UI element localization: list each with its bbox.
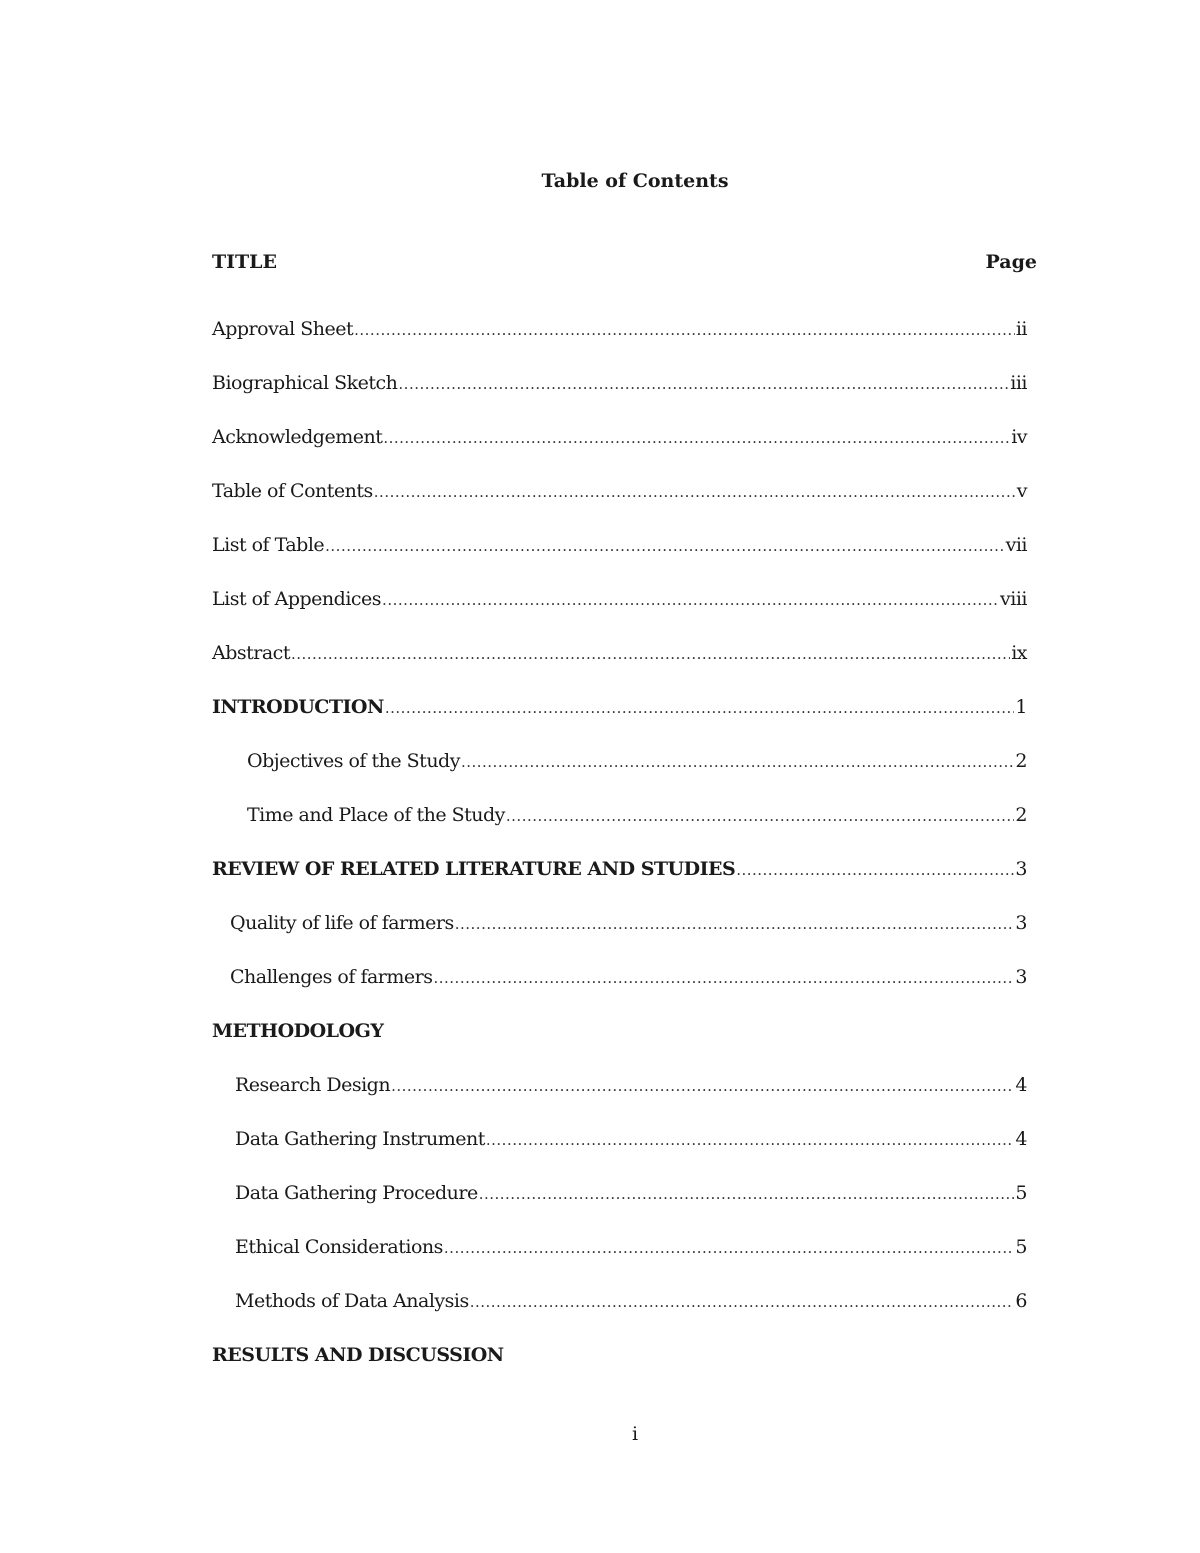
toc-entry-ethical-considerations[interactable] [235, 1236, 1027, 1290]
leader-dots [444, 1239, 1015, 1257]
toc-heading-methodology[interactable] [212, 1020, 1027, 1074]
toc-entry-label: Data Gathering Procedure [235, 1182, 478, 1204]
toc-entry-label: METHODOLOGY [212, 1020, 384, 1042]
leader-dots [383, 429, 1010, 447]
toc-entry-page: 3 [1015, 966, 1027, 988]
toc-entry-page: vii [1005, 534, 1027, 556]
leader-dots [374, 483, 1016, 501]
leader-dots [385, 699, 1015, 717]
toc-entry-label: Time and Place of the Study [247, 804, 505, 826]
leader-dots [736, 861, 1014, 879]
toc-entry-page: 4 [1015, 1128, 1027, 1150]
toc-entry-label: Challenges of farmers [230, 966, 433, 988]
toc-entry-quality-of-life[interactable] [230, 912, 1027, 966]
toc-entry-introduction[interactable] [212, 696, 1027, 750]
toc-entry-data-gathering-procedure[interactable] [235, 1182, 1027, 1236]
toc-entry-label: List of Appendices [212, 588, 382, 610]
toc-entry-page: iii [1010, 372, 1027, 394]
toc-entry-label: Methods of Data Analysis [235, 1290, 469, 1312]
toc-entry-label: Acknowledgement [212, 426, 383, 448]
toc-entry-page: v [1016, 480, 1027, 502]
toc-entry-research-design[interactable] [235, 1074, 1027, 1128]
toc-entry-page: 2 [1015, 804, 1027, 826]
toc-entry-page: 6 [1015, 1290, 1027, 1312]
toc-entry-acknowledgement[interactable] [212, 426, 1027, 480]
leader-dots [433, 969, 1014, 987]
toc-entry-label: Research Design [235, 1074, 391, 1096]
page-number: i [631, 1423, 639, 1445]
leader-dots [461, 753, 1014, 771]
toc-entry-objectives-of-the-study[interactable] [247, 750, 1027, 804]
toc-heading-results-and-discussion[interactable] [212, 1344, 1027, 1398]
toc-entry-page: 4 [1015, 1074, 1027, 1096]
toc-entry-label: REVIEW OF RELATED LITERATURE AND STUDIES [212, 858, 736, 880]
leader-dots [455, 915, 1015, 933]
toc-entry-list-of-appendices[interactable] [212, 588, 1027, 642]
leader-dots [398, 375, 1009, 393]
toc-entry-page: viii [1000, 588, 1027, 610]
toc-entry-table-of-contents[interactable] [212, 480, 1027, 534]
toc-entry-approval-sheet[interactable] [212, 318, 1027, 372]
leader-dots [470, 1293, 1015, 1311]
toc-entry-biographical-sketch[interactable] [212, 372, 1027, 426]
page-title: Table of Contents [541, 170, 729, 192]
toc-entry-label: Biographical Sketch [212, 372, 398, 394]
toc-entry-label: Abstract [212, 642, 290, 664]
toc-entry-list-of-table[interactable] [212, 534, 1027, 588]
title-column-header: TITLE [212, 251, 278, 273]
toc-entry-label: Ethical Considerations [235, 1236, 443, 1258]
toc-entry-page: 2 [1015, 750, 1027, 772]
leader-dots [382, 591, 999, 609]
toc-entry-page: 5 [1015, 1182, 1027, 1204]
leader-dots [479, 1185, 1015, 1203]
toc-entry-page: 3 [1015, 912, 1027, 934]
toc-entry-methods-of-data-analysis[interactable] [235, 1290, 1027, 1344]
toc-entry-label: Table of Contents [212, 480, 373, 502]
toc-entry-label: RESULTS AND DISCUSSION [212, 1344, 504, 1366]
page-column-header: Page [985, 251, 1037, 273]
toc-entry-page: ii [1015, 318, 1027, 340]
toc-entry-challenges-of-farmers[interactable] [230, 966, 1027, 1020]
toc-entry-label: INTRODUCTION [212, 696, 384, 718]
toc-entry-label: Objectives of the Study [247, 750, 460, 772]
toc-entry-page: 3 [1015, 858, 1027, 880]
toc-entry-page: iv [1011, 426, 1027, 448]
toc-entry-time-and-place[interactable] [247, 804, 1027, 858]
leader-dots [486, 1131, 1015, 1149]
toc-entry-page: 5 [1015, 1236, 1027, 1258]
toc-entry-label: List of Table [212, 534, 325, 556]
toc-entry-data-gathering-instrument[interactable] [235, 1128, 1027, 1182]
toc-entry-page: 1 [1015, 696, 1027, 718]
toc-entry-label: Data Gathering Instrument [235, 1128, 485, 1150]
leader-dots [506, 807, 1015, 825]
leader-dots [354, 321, 1015, 339]
toc-entry-label: Approval Sheet [212, 318, 354, 340]
leader-dots [325, 537, 1004, 555]
toc-entry-page: ix [1011, 642, 1027, 664]
leader-dots [391, 1077, 1014, 1095]
toc-entry-review-of-related-literature[interactable] [212, 858, 1027, 912]
toc-entry-label: Quality of life of farmers [230, 912, 454, 934]
leader-dots [291, 645, 1010, 663]
toc-entry-abstract[interactable] [212, 642, 1027, 696]
